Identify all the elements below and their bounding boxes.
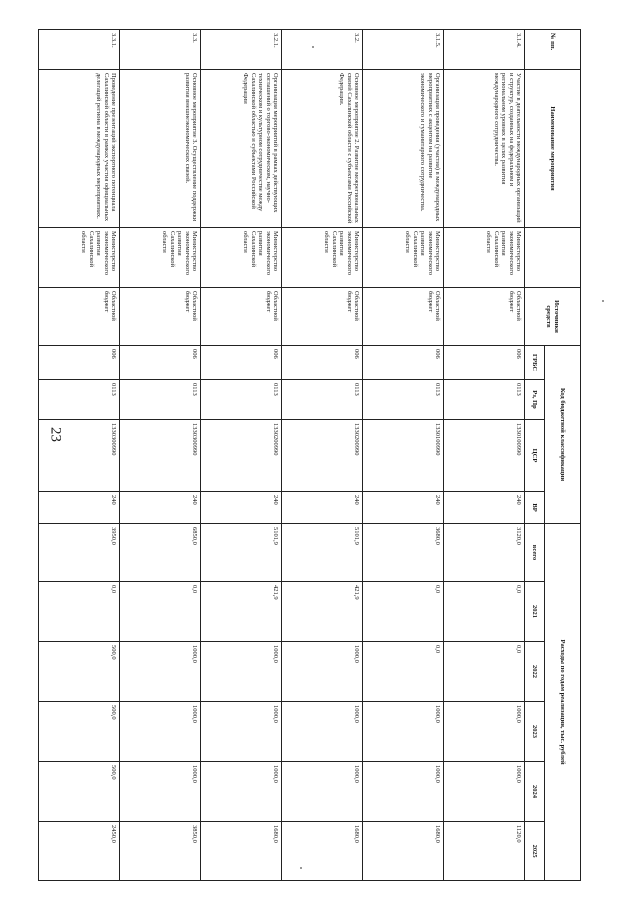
rotated-table-container <box>69 29 581 880</box>
cell-y2021: 0,0 <box>39 582 120 642</box>
cell-total: 3680,0 <box>363 524 444 582</box>
cell-y2022: 0,0 <box>444 642 525 702</box>
cell-total: 6850,0 <box>120 524 201 582</box>
scan-speck <box>312 46 314 48</box>
cell-y2023: 500,0 <box>39 702 120 762</box>
header-2025: 2025 <box>525 822 545 881</box>
cell-rzpr: 0113 <box>363 380 444 420</box>
cell-name: Организация мероприятий в рамках действующих соглашений о торгово-экономическом, научно-техническом и культурном сотрудничестве между Сахалинской областью и субъектами Российской Федерации <box>201 70 282 228</box>
cell-executor: Министерство экономического развития Сахалинской области <box>120 228 201 288</box>
cell-source: Областной бюджет <box>120 288 201 346</box>
cell-y2025: 1120,0 <box>444 822 525 881</box>
header-vr: ВР <box>525 492 545 524</box>
cell-grbs: 006 <box>363 346 444 380</box>
header-2024: 2024 <box>525 762 545 822</box>
table-row <box>363 30 444 881</box>
table-row <box>444 30 525 881</box>
cell-y2021: 421,9 <box>282 582 363 642</box>
scan-speck <box>602 300 604 302</box>
budget-table <box>38 29 581 881</box>
cell-source: Областной бюджет <box>39 288 120 346</box>
cell-y2021: 0,0 <box>363 582 444 642</box>
table-row <box>201 30 282 881</box>
cell-total: 5101,9 <box>282 524 363 582</box>
cell-num: 3.1.4. <box>444 30 525 70</box>
cell-y2025: 3850,0 <box>120 822 201 881</box>
cell-vr: 240 <box>39 492 120 524</box>
cell-y2025: 2450,0 <box>39 822 120 881</box>
header-executor <box>525 228 581 288</box>
cell-grbs: 006 <box>444 346 525 380</box>
cell-source: Областной бюджет <box>444 288 525 346</box>
cell-y2022: 1000,0 <box>282 642 363 702</box>
cell-csr: 1330300990 <box>120 420 201 492</box>
cell-y2023: 1000,0 <box>363 702 444 762</box>
cell-name: Участие в деятельности международных организаций и структур, созданных на федеральном и региональном уровнях в целях развития международного сотрудничества. <box>444 70 525 228</box>
cell-y2022: 1000,0 <box>201 642 282 702</box>
cell-y2023: 1000,0 <box>120 702 201 762</box>
cell-total: 3120,0 <box>444 524 525 582</box>
cell-y2024: 1000,0 <box>201 762 282 822</box>
cell-vr: 240 <box>282 492 363 524</box>
table-row <box>120 30 201 881</box>
header-total: всего <box>525 524 545 582</box>
cell-rzpr: 0113 <box>444 380 525 420</box>
table-row <box>39 30 120 881</box>
cell-vr: 240 <box>444 492 525 524</box>
cell-y2023: 1000,0 <box>201 702 282 762</box>
cell-y2022: 1000,0 <box>120 642 201 702</box>
cell-num: 3.2.1. <box>201 30 282 70</box>
scan-speck <box>300 867 302 869</box>
cell-vr: 240 <box>363 492 444 524</box>
cell-y2021: 0,0 <box>444 582 525 642</box>
cell-num: 3.2. <box>282 30 363 70</box>
header-source: Источники средств <box>525 288 581 346</box>
cell-y2023: 1000,0 <box>444 702 525 762</box>
cell-grbs: 006 <box>201 346 282 380</box>
cell-rzpr: 0113 <box>201 380 282 420</box>
cell-vr: 240 <box>120 492 201 524</box>
header-csr: ЦСР <box>525 420 545 492</box>
cell-y2025: 1680,0 <box>363 822 444 881</box>
cell-csr: 1330100990 <box>444 420 525 492</box>
cell-source: Областной бюджет <box>363 288 444 346</box>
cell-y2024: 1000,0 <box>282 762 363 822</box>
cell-y2024: 1000,0 <box>363 762 444 822</box>
cell-source: Областной бюджет <box>201 288 282 346</box>
cell-csr: 1330200990 <box>282 420 363 492</box>
cell-y2024: 1000,0 <box>444 762 525 822</box>
cell-name: Основное мероприятие 3. Осуществление поддержки развития внешнеэкономических связей. <box>120 70 201 228</box>
table-row <box>282 30 363 881</box>
cell-vr: 240 <box>201 492 282 524</box>
cell-num: 3.1.5. <box>363 30 444 70</box>
cell-y2024: 500,0 <box>39 762 120 822</box>
cell-executor: Министерство экономического развития Сахалинской области <box>201 228 282 288</box>
header-2023: 2023 <box>525 702 545 762</box>
cell-num: 3.3.1. <box>39 30 120 70</box>
cell-source: Областной бюджет <box>282 288 363 346</box>
cell-csr: 1330100990 <box>363 420 444 492</box>
cell-executor: Министерство экономического развития Сахалинской области <box>444 228 525 288</box>
cell-name: Основное мероприятие 2. Развитие межрегиональных связей Сахалинской области с субъектами Российской Федерации. <box>282 70 363 228</box>
page-number: 23 <box>47 427 64 442</box>
cell-y2025: 1680,0 <box>282 822 363 881</box>
header-budget-code: Код бюджетной классификации <box>545 346 581 524</box>
cell-executor: Министерство экономического развития Сахалинской области <box>39 228 120 288</box>
cell-rzpr: 0113 <box>39 380 120 420</box>
cell-y2025: 1680,0 <box>201 822 282 881</box>
header-rzpr: Рз, Пр <box>525 380 545 420</box>
cell-grbs: 006 <box>120 346 201 380</box>
header-num: № пп. <box>525 30 581 70</box>
cell-y2023: 1000,0 <box>282 702 363 762</box>
header-2021: 2021 <box>525 582 545 642</box>
cell-total: 5101,9 <box>201 524 282 582</box>
header-2022: 2022 <box>525 642 545 702</box>
cell-executor: Министерство экономического развития Сахалинской области <box>363 228 444 288</box>
cell-y2022: 500,0 <box>39 642 120 702</box>
cell-name: Организация проведения (участия) в международных мероприятиях с акцентом на развитие экономического и гуманитарного сотрудничества. <box>363 70 444 228</box>
cell-y2021: 0,0 <box>120 582 201 642</box>
cell-grbs: 006 <box>282 346 363 380</box>
cell-csr: 1330200990 <box>201 420 282 492</box>
cell-y2022: 0,0 <box>363 642 444 702</box>
cell-y2021: 421,9 <box>201 582 282 642</box>
cell-y2024: 1000,0 <box>120 762 201 822</box>
cell-grbs: 006 <box>39 346 120 380</box>
cell-rzpr: 0113 <box>282 380 363 420</box>
cell-rzpr: 0113 <box>120 380 201 420</box>
header-name: Наименование мероприятия <box>525 70 581 228</box>
cell-executor: Министерство экономического развития Сахалинской области <box>282 228 363 288</box>
header-grbs: ГРБС <box>525 346 545 380</box>
header-expenses: Расходы по годам реализации, тыс. рублей <box>545 524 581 881</box>
cell-num: 3.3. <box>120 30 201 70</box>
cell-name: Проведение презентаций экспортного потенциала Сахалинской области в рамках участия официальных делегаций региона в международных мероприятиях. <box>39 70 120 228</box>
cell-total: 3950,0 <box>39 524 120 582</box>
cell-csr: 1330300990 <box>39 420 120 492</box>
